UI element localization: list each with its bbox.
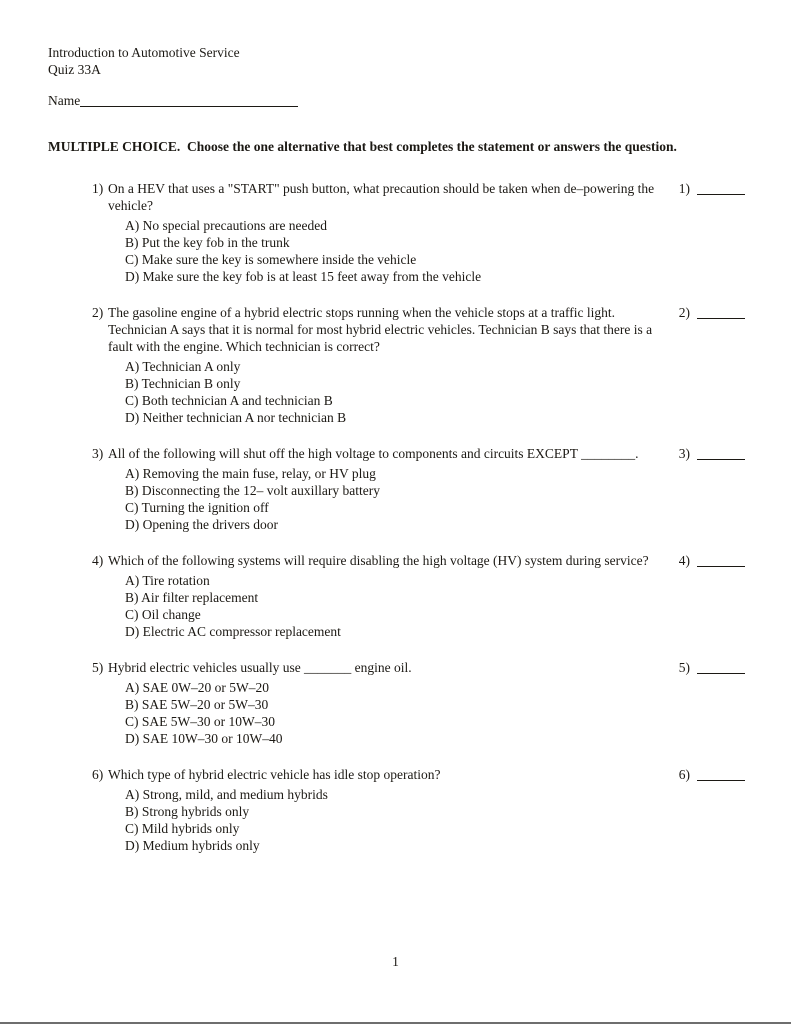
page-footer (0, 953, 791, 970)
section-instructions: MULTIPLE CHOICE. Choose the one alternative that best completes the statement or answers the question. (48, 139, 677, 154)
question-6 (48, 766, 745, 854)
choices (92, 465, 671, 533)
answer-number: 4) (678, 553, 690, 568)
choice-a: A) Technician A only (125, 359, 241, 374)
answer-blank-line (697, 766, 745, 781)
choice-c: C) SAE 5W–30 or 10W–30 (125, 714, 275, 729)
choice-a: A) Tire rotation (125, 573, 210, 588)
question-number: 2) (92, 305, 104, 320)
quiz-title: Quiz 33A (48, 62, 101, 77)
question-4 (48, 552, 745, 640)
page-number: 1 (392, 954, 399, 969)
choices (92, 572, 671, 640)
choice-a: A) Strong, mild, and medium hybrids (125, 787, 328, 802)
answer-number: 6) (678, 767, 690, 782)
choice-d: D) SAE 10W–30 or 10W–40 (125, 731, 283, 746)
answer-blank-line (697, 445, 745, 460)
question-5 (48, 659, 745, 747)
answer-blank-line (697, 552, 745, 567)
choices (92, 679, 671, 747)
choice-d: D) Opening the drivers door (125, 517, 278, 532)
document-header (48, 44, 745, 78)
choice-d: D) Medium hybrids only (125, 838, 260, 853)
question-number: 1) (92, 181, 104, 196)
name-row (48, 92, 745, 109)
choice-a: A) Removing the main fuse, relay, or HV plug (125, 466, 376, 481)
answer-field (671, 304, 745, 426)
question-text: Which type of hybrid electric vehicle has idle stop operation? (108, 767, 441, 782)
question-number: 3) (92, 446, 104, 461)
choices (92, 786, 671, 854)
choice-c: C) Mild hybrids only (125, 821, 240, 836)
answer-number: 1) (678, 181, 690, 196)
question-text: On a HEV that uses a "START" push button, what precaution should be taken when de–powering the vehicle? (108, 181, 655, 213)
answer-blank-line (697, 304, 745, 319)
question-text: Which of the following systems will require disabling the high voltage (HV) system during service? (108, 553, 649, 568)
choice-b: B) Air filter replacement (125, 590, 259, 605)
choice-b: B) SAE 5W–20 or 5W–30 (125, 697, 269, 712)
choice-c: C) Turning the ignition off (125, 500, 269, 515)
choice-b: B) Strong hybrids only (125, 804, 250, 819)
answer-field (671, 766, 745, 854)
choice-a: A) SAE 0W–20 or 5W–20 (125, 680, 269, 695)
answer-blank-line (697, 180, 745, 195)
choice-b: B) Put the key fob in the trunk (125, 235, 290, 250)
choice-c: C) Both technician A and technician B (125, 393, 333, 408)
choices (92, 358, 671, 426)
question-1 (48, 180, 745, 285)
answer-field (671, 659, 745, 747)
answer-blank-line (697, 659, 745, 674)
choice-c: C) Oil change (125, 607, 201, 622)
course-title: Introduction to Automotive Service (48, 45, 240, 60)
question-text: All of the following will shut off the high voltage to components and circuits EXCEPT ________. (108, 446, 639, 461)
choice-a: A) No special precautions are needed (125, 218, 328, 233)
answer-number: 2) (678, 305, 690, 320)
choice-b: B) Technician B only (125, 376, 241, 391)
question-2 (48, 304, 745, 426)
answer-number: 5) (678, 660, 690, 675)
choice-b: B) Disconnecting the 12– volt auxillary battery (125, 483, 380, 498)
answer-number: 3) (678, 446, 690, 461)
choices (92, 217, 671, 285)
answer-field (671, 552, 745, 640)
choice-d: D) Make sure the key fob is at least 15 feet away from the vehicle (125, 269, 482, 284)
question-text: Hybrid electric vehicles usually use _______ engine oil. (108, 660, 412, 675)
name-blank-line (80, 93, 298, 107)
choice-c: C) Make sure the key is somewhere inside the vehicle (125, 252, 417, 267)
name-label: Name (48, 93, 81, 108)
question-number: 4) (92, 553, 104, 568)
answer-field (671, 445, 745, 533)
answer-field (671, 180, 745, 285)
question-text: The gasoline engine of a hybrid electric stops running when the vehicle stops at a traffic light. Technician A says that it is normal for most hybrid electric vehicles. Technician B says that there is a fault with the engine. Which technician is correct? (108, 305, 653, 354)
question-number: 6) (92, 767, 104, 782)
questions-list (48, 180, 745, 854)
choice-d: D) Neither technician A nor technician B (125, 410, 347, 425)
question-3 (48, 445, 745, 533)
question-number: 5) (92, 660, 104, 675)
choice-d: D) Electric AC compressor replacement (125, 624, 341, 639)
